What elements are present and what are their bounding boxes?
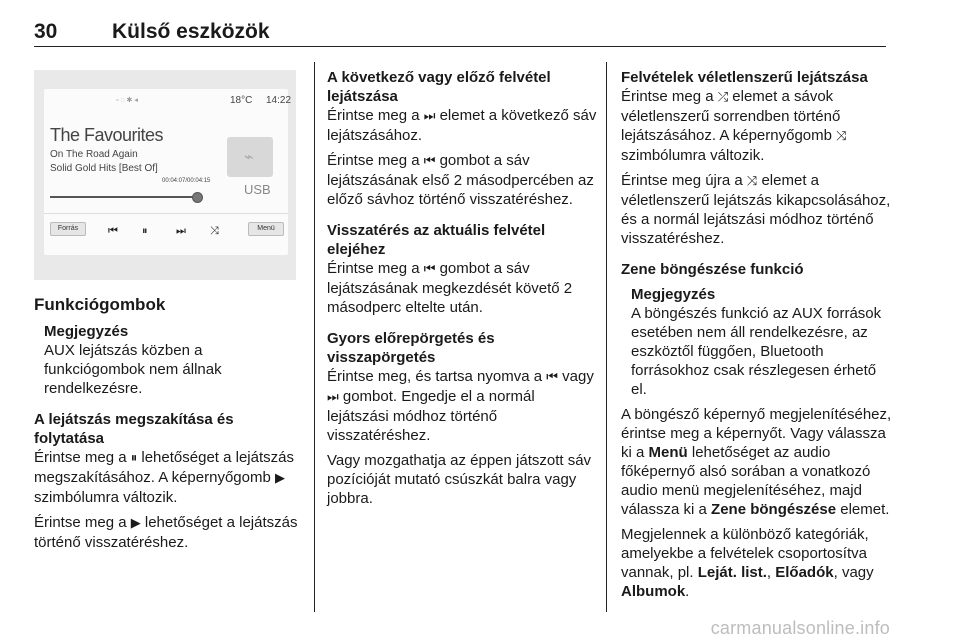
play-icon: ▶ (274, 471, 285, 486)
status-icons: ▫ ◌ ✱ ◂ (116, 97, 138, 104)
audio-main-screen (44, 89, 292, 255)
source-button[interactable]: Forrás (50, 222, 86, 236)
subheading: Felvételek véletlenszerű lejátszása (621, 69, 868, 86)
paragraph: Érintse meg újra a ⤨ elemet a véletlenszerű lejátszás kikapcsolásához, és a normál lejátszási módhoz történő visszatéréshez. (621, 172, 891, 247)
time-readout: 00:04:07/00:04:15 (162, 178, 211, 184)
paragraph: Érintse meg, és tartsa nyomva a ⏮ vagy ⏭ gombot. Engedje el a normál lejátszási módhoz történő visszatéréshez. (327, 368, 594, 444)
paragraph: Érintse meg a ⏮ gombot a sáv lejátszásának első 2 másodpercében az előző sávhoz történő visszatéréshez. (327, 152, 594, 208)
usb-icon: ⌁ (244, 149, 254, 166)
paragraph: Megjelennek a különböző kategóriák, amelyekbe a felvételek csoportosítva vannak, pl. Leját. list., Előadók, vagy Albumok. (621, 526, 874, 600)
previous-track-icon: ⏮ (423, 154, 436, 169)
subheading: Gyors előrepörgetés és visszapörgetés (327, 330, 495, 366)
shuffle-off-icon: ⤨ (836, 129, 847, 144)
subheading: Visszatérés az aktuális felvétel elejéhez (327, 222, 546, 258)
paragraph: Érintse meg a ⏮ gombot a sáv lejátszásának megkezdését követő 2 másodperc eltelte után. (327, 260, 573, 316)
paragraph: Vagy mozgathatja az éppen játszott sáv pozícióját mutató csúszkát balra vagy jobbra. (327, 452, 592, 507)
shuffle-icon[interactable]: ⤨ (210, 224, 219, 237)
note-title: Megjegyzés (44, 323, 129, 340)
column-3 (621, 68, 893, 601)
page-number: 30 (34, 20, 58, 43)
next-track-icon[interactable]: ⏭ (176, 224, 186, 237)
infotainment-screen-illustration (34, 70, 296, 280)
album-name: Solid Gold Hits [Best Of] (50, 163, 158, 174)
note (631, 285, 893, 399)
column-2 (327, 68, 599, 508)
pause-icon[interactable]: ⏸ (142, 224, 148, 237)
paragraph: Érintse meg a ⤮ elemet a sávok véletlenszerű sorrendben történő lejátszásához. A képernyőgomb ⤨ szimbólumra változik. (621, 88, 847, 164)
menu-button[interactable]: Menü (248, 222, 284, 236)
progress-track (50, 196, 202, 198)
page-title: Külső eszközök (112, 20, 270, 43)
play-icon: ▶ (130, 516, 141, 531)
usb-artwork (227, 137, 273, 177)
subheading: A lejátszás megszakítása és folytatása (34, 411, 234, 447)
source-label: USB (244, 182, 271, 197)
column-divider (606, 62, 607, 612)
paragraph: Érintse meg a ⏸ lehetőséget a lejátszás megszakításához. A képernyőgomb ▶ szimbólumra változik. (34, 449, 294, 506)
note-text: AUX lejátszás közben a funkciógombok nem állnak rendelkezésre. (44, 342, 222, 397)
previous-track-icon: ⏮ (546, 370, 558, 385)
column-divider (314, 62, 315, 612)
temperature: 18°C (230, 95, 253, 106)
previous-track-icon[interactable]: ⏮ (108, 224, 118, 237)
paragraph: Érintse meg a ⏭ elemet a következő sáv lejátszásához. (327, 107, 597, 144)
subheading: Zene böngészése funkció (621, 261, 804, 278)
note-text: A böngészés funkció az AUX források esetében nem áll rendelkezésre, az eszköztől függően, Bluetooth forrásokhoz csak részlegesen érhető el. (631, 305, 882, 398)
note (44, 322, 306, 398)
next-track-icon: ⏭ (423, 109, 436, 124)
watermark: carmanualsonline.info (710, 618, 890, 638)
section-heading: Funkciógombok (34, 295, 166, 314)
page-header (34, 16, 886, 47)
column-1 (34, 294, 306, 552)
shuffle-off-icon: ⤨ (746, 174, 758, 189)
pause-icon: ⏸ (130, 451, 138, 466)
subheading: A következő vagy előző felvétel lejátszása (327, 69, 551, 105)
track-name: On The Road Again (50, 149, 138, 160)
song-title: The Favourites (50, 125, 164, 145)
paragraph: A böngésző képernyő megjelenítéséhez, érintse meg a képernyőt. Vagy válassza ki a Menü lehetőséget az audio főképernyő alsó sorában a vonatkozó audio menü megjelenítéséhez, majd válassza ki a Zene böngészése elemet. (621, 406, 892, 518)
clock: 14:22 (266, 95, 292, 106)
next-track-icon: ⏭ (327, 390, 339, 405)
previous-track-icon: ⏮ (423, 262, 436, 277)
paragraph: Érintse meg a ▶ lehetőséget a lejátszás történő visszatéréshez. (34, 514, 298, 551)
progress-slider[interactable] (192, 192, 203, 203)
controls-divider (44, 213, 288, 214)
shuffle-icon: ⤮ (717, 90, 729, 105)
note-title: Megjegyzés (631, 286, 716, 303)
